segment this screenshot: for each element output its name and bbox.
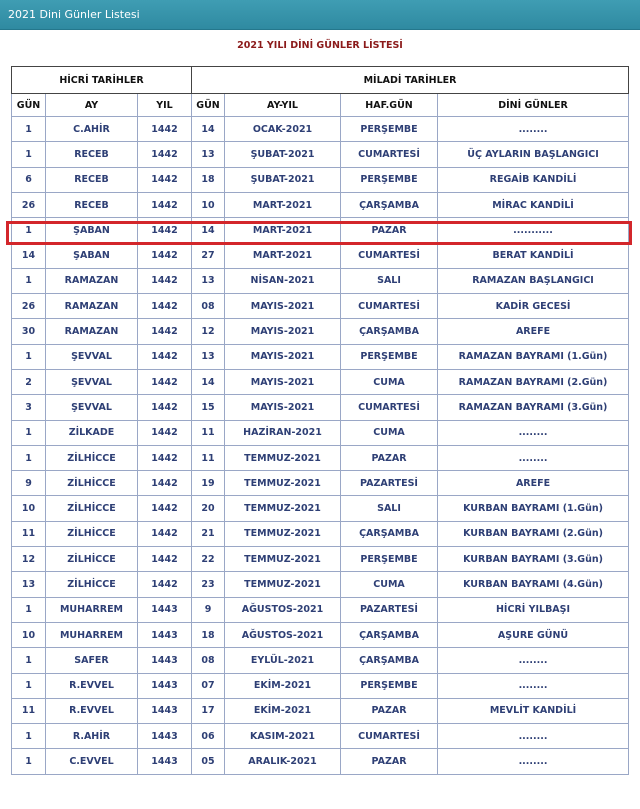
month-year-cell: TEMMUZ-2021 bbox=[225, 547, 341, 572]
gregorian-day-cell: 14 bbox=[192, 218, 225, 243]
gregorian-day-cell: 19 bbox=[192, 471, 225, 496]
month-year-cell: EKİM-2021 bbox=[225, 698, 341, 723]
weekday-cell: ÇARŞAMBA bbox=[341, 622, 438, 647]
hijri-year-cell: 1442 bbox=[138, 395, 192, 420]
hijri-year-cell: 1442 bbox=[138, 192, 192, 217]
weekday-cell: CUMARTESİ bbox=[341, 294, 438, 319]
hijri-year-cell: 1442 bbox=[138, 547, 192, 572]
hijri-dates-header: HİCRİ TARİHLER bbox=[12, 67, 192, 94]
religious-day-cell: ........ bbox=[438, 420, 629, 445]
page-title: 2021 YILI DİNİ GÜNLER LİSTESİ bbox=[237, 40, 403, 51]
religious-day-cell: ........ bbox=[438, 673, 629, 698]
month-year-cell: KASIM-2021 bbox=[225, 724, 341, 749]
hijri-day-cell: 3 bbox=[12, 395, 46, 420]
month-year-cell: MAYIS-2021 bbox=[225, 369, 341, 394]
hijri-year-cell: 1442 bbox=[138, 445, 192, 470]
month-year-cell: MART-2021 bbox=[225, 192, 341, 217]
gregorian-day-cell: 18 bbox=[192, 167, 225, 192]
hijri-year-cell: 1442 bbox=[138, 420, 192, 445]
hijri-month-cell: RAMAZAN bbox=[46, 294, 138, 319]
weekday-cell: ÇARŞAMBA bbox=[341, 192, 438, 217]
gregorian-day-cell: 18 bbox=[192, 622, 225, 647]
religious-day-cell: ........ bbox=[438, 749, 629, 774]
weekday-cell: PAZAR bbox=[341, 445, 438, 470]
hijri-day-cell: 11 bbox=[12, 698, 46, 723]
month-year-cell: MAYIS-2021 bbox=[225, 294, 341, 319]
hijri-year-cell: 1442 bbox=[138, 142, 192, 167]
hijri-year-cell: 1442 bbox=[138, 167, 192, 192]
column-header-religious-day: DİNİ GÜNLER bbox=[438, 94, 629, 117]
religious-day-cell: KADİR GECESİ bbox=[438, 294, 629, 319]
month-year-cell: AĞUSTOS-2021 bbox=[225, 597, 341, 622]
gregorian-dates-header: MİLADİ TARİHLER bbox=[192, 67, 629, 94]
hijri-month-cell: RAMAZAN bbox=[46, 319, 138, 344]
religious-day-cell: KURBAN BAYRAMI (2.Gün) bbox=[438, 521, 629, 546]
month-year-cell: TEMMUZ-2021 bbox=[225, 445, 341, 470]
month-year-cell: TEMMUZ-2021 bbox=[225, 471, 341, 496]
hijri-day-cell: 13 bbox=[12, 572, 46, 597]
month-year-cell: AĞUSTOS-2021 bbox=[225, 622, 341, 647]
religious-day-cell: KURBAN BAYRAMI (1.Gün) bbox=[438, 496, 629, 521]
hijri-day-cell: 1 bbox=[12, 268, 46, 293]
gregorian-day-cell: 14 bbox=[192, 117, 225, 142]
month-year-cell: OCAK-2021 bbox=[225, 117, 341, 142]
month-year-cell: TEMMUZ-2021 bbox=[225, 521, 341, 546]
hijri-day-cell: 1 bbox=[12, 117, 46, 142]
hijri-month-cell: R.EVVEL bbox=[46, 673, 138, 698]
table-row bbox=[12, 192, 629, 217]
table-row bbox=[12, 167, 629, 192]
hijri-month-cell: SAFER bbox=[46, 648, 138, 673]
religious-day-cell: ........ bbox=[438, 648, 629, 673]
religious-day-cell: ........... bbox=[438, 218, 629, 243]
weekday-cell: PAZAR bbox=[341, 218, 438, 243]
hijri-year-cell: 1443 bbox=[138, 622, 192, 647]
gregorian-day-cell: 11 bbox=[192, 420, 225, 445]
hijri-year-cell: 1442 bbox=[138, 117, 192, 142]
table-row bbox=[12, 648, 629, 673]
hijri-month-cell: ZİLHİCCE bbox=[46, 521, 138, 546]
weekday-cell: CUMARTESİ bbox=[341, 142, 438, 167]
column-header-gregorian-day: GÜN bbox=[192, 94, 225, 117]
hijri-day-cell: 1 bbox=[12, 648, 46, 673]
religious-day-cell: AŞURE GÜNÜ bbox=[438, 622, 629, 647]
hijri-day-cell: 1 bbox=[12, 142, 46, 167]
gregorian-day-cell: 11 bbox=[192, 445, 225, 470]
religious-day-cell: ........ bbox=[438, 724, 629, 749]
weekday-cell: CUMA bbox=[341, 369, 438, 394]
weekday-cell: CUMA bbox=[341, 420, 438, 445]
gregorian-day-cell: 17 bbox=[192, 698, 225, 723]
month-year-cell: MART-2021 bbox=[225, 243, 341, 268]
religious-day-cell: MİRAC KANDİLİ bbox=[438, 192, 629, 217]
gregorian-day-cell: 13 bbox=[192, 344, 225, 369]
hijri-day-cell: 2 bbox=[12, 369, 46, 394]
table-row bbox=[12, 547, 629, 572]
month-year-cell: EKİM-2021 bbox=[225, 673, 341, 698]
table-row bbox=[12, 117, 629, 142]
weekday-cell: PERŞEMBE bbox=[341, 673, 438, 698]
column-header-weekday: HAF.GÜN bbox=[341, 94, 438, 117]
hijri-day-cell: 1 bbox=[12, 344, 46, 369]
hijri-year-cell: 1443 bbox=[138, 673, 192, 698]
table-row bbox=[12, 369, 629, 394]
month-year-cell: MAYIS-2021 bbox=[225, 319, 341, 344]
weekday-cell: CUMARTESİ bbox=[341, 395, 438, 420]
column-header-month-year: AY-YIL bbox=[225, 94, 341, 117]
weekday-cell: CUMARTESİ bbox=[341, 724, 438, 749]
table-row bbox=[12, 471, 629, 496]
religious-day-cell: RAMAZAN BAYRAMI (3.Gün) bbox=[438, 395, 629, 420]
window-title: 2021 Dini Günler Listesi bbox=[8, 8, 140, 21]
gregorian-day-cell: 22 bbox=[192, 547, 225, 572]
hijri-year-cell: 1442 bbox=[138, 319, 192, 344]
month-year-cell: TEMMUZ-2021 bbox=[225, 572, 341, 597]
hijri-year-cell: 1442 bbox=[138, 521, 192, 546]
gregorian-day-cell: 13 bbox=[192, 268, 225, 293]
hijri-day-cell: 14 bbox=[12, 243, 46, 268]
gregorian-day-cell: 27 bbox=[192, 243, 225, 268]
weekday-cell: ÇARŞAMBA bbox=[341, 648, 438, 673]
table-row bbox=[12, 673, 629, 698]
religious-day-cell: RAMAZAN BAŞLANGICI bbox=[438, 268, 629, 293]
hijri-month-cell: C.EVVEL bbox=[46, 749, 138, 774]
gregorian-day-cell: 21 bbox=[192, 521, 225, 546]
gregorian-day-cell: 14 bbox=[192, 369, 225, 394]
table-row bbox=[12, 622, 629, 647]
gregorian-day-cell: 08 bbox=[192, 294, 225, 319]
gregorian-day-cell: 05 bbox=[192, 749, 225, 774]
hijri-year-cell: 1442 bbox=[138, 344, 192, 369]
religious-days-table bbox=[11, 66, 629, 775]
table-row bbox=[12, 344, 629, 369]
month-year-cell: ŞUBAT-2021 bbox=[225, 167, 341, 192]
hijri-month-cell: ŞEVVAL bbox=[46, 369, 138, 394]
hijri-month-cell: R.AHİR bbox=[46, 724, 138, 749]
religious-day-cell: ÜÇ AYLARIN BAŞLANGICI bbox=[438, 142, 629, 167]
window-titlebar bbox=[0, 0, 640, 30]
table-row bbox=[12, 445, 629, 470]
table-row bbox=[12, 395, 629, 420]
hijri-day-cell: 1 bbox=[12, 420, 46, 445]
hijri-month-cell: ŞABAN bbox=[46, 218, 138, 243]
hijri-month-cell: RAMAZAN bbox=[46, 268, 138, 293]
hijri-day-cell: 26 bbox=[12, 192, 46, 217]
weekday-cell: CUMA bbox=[341, 572, 438, 597]
gregorian-day-cell: 20 bbox=[192, 496, 225, 521]
hijri-month-cell: ZİLHİCCE bbox=[46, 572, 138, 597]
hijri-day-cell: 9 bbox=[12, 471, 46, 496]
religious-day-cell: HİCRİ YILBAŞI bbox=[438, 597, 629, 622]
hijri-year-cell: 1443 bbox=[138, 648, 192, 673]
gregorian-day-cell: 9 bbox=[192, 597, 225, 622]
weekday-cell: PAZAR bbox=[341, 749, 438, 774]
hijri-year-cell: 1443 bbox=[138, 724, 192, 749]
gregorian-day-cell: 12 bbox=[192, 319, 225, 344]
hijri-day-cell: 1 bbox=[12, 673, 46, 698]
month-year-cell: MART-2021 bbox=[225, 218, 341, 243]
hijri-year-cell: 1442 bbox=[138, 243, 192, 268]
table-row bbox=[12, 496, 629, 521]
religious-day-cell: KURBAN BAYRAMI (4.Gün) bbox=[438, 572, 629, 597]
religious-day-cell: ........ bbox=[438, 445, 629, 470]
month-year-cell: ARALIK-2021 bbox=[225, 749, 341, 774]
table-row bbox=[12, 698, 629, 723]
month-year-cell: TEMMUZ-2021 bbox=[225, 496, 341, 521]
hijri-year-cell: 1443 bbox=[138, 749, 192, 774]
weekday-cell: ÇARŞAMBA bbox=[341, 521, 438, 546]
table-row bbox=[12, 294, 629, 319]
month-year-cell: MAYIS-2021 bbox=[225, 395, 341, 420]
hijri-month-cell: RECEB bbox=[46, 167, 138, 192]
hijri-day-cell: 1 bbox=[12, 597, 46, 622]
hijri-year-cell: 1442 bbox=[138, 471, 192, 496]
table-row bbox=[12, 243, 629, 268]
weekday-cell: ÇARŞAMBA bbox=[341, 319, 438, 344]
month-year-cell: ŞUBAT-2021 bbox=[225, 142, 341, 167]
table-row bbox=[12, 142, 629, 167]
hijri-month-cell: ŞEVVAL bbox=[46, 395, 138, 420]
weekday-cell: PERŞEMBE bbox=[341, 117, 438, 142]
hijri-year-cell: 1442 bbox=[138, 218, 192, 243]
hijri-month-cell: MUHARREM bbox=[46, 622, 138, 647]
hijri-year-cell: 1442 bbox=[138, 268, 192, 293]
column-header-hijri-month: AY bbox=[46, 94, 138, 117]
hijri-day-cell: 1 bbox=[12, 724, 46, 749]
hijri-month-cell: ZİLHİCCE bbox=[46, 496, 138, 521]
hijri-month-cell: RECEB bbox=[46, 142, 138, 167]
gregorian-day-cell: 10 bbox=[192, 192, 225, 217]
column-header-row bbox=[12, 94, 629, 117]
hijri-month-cell: MUHARREM bbox=[46, 597, 138, 622]
hijri-day-cell: 1 bbox=[12, 445, 46, 470]
hijri-day-cell: 1 bbox=[12, 749, 46, 774]
hijri-day-cell: 10 bbox=[12, 496, 46, 521]
hijri-year-cell: 1443 bbox=[138, 597, 192, 622]
hijri-month-cell: ZİLKADE bbox=[46, 420, 138, 445]
religious-day-cell: KURBAN BAYRAMI (3.Gün) bbox=[438, 547, 629, 572]
hijri-month-cell: RECEB bbox=[46, 192, 138, 217]
table-row-highlighted bbox=[12, 218, 629, 243]
gregorian-day-cell: 23 bbox=[192, 572, 225, 597]
gregorian-day-cell: 08 bbox=[192, 648, 225, 673]
hijri-day-cell: 12 bbox=[12, 547, 46, 572]
weekday-cell: PAZARTESİ bbox=[341, 597, 438, 622]
weekday-cell: PAZAR bbox=[341, 698, 438, 723]
hijri-year-cell: 1443 bbox=[138, 698, 192, 723]
gregorian-day-cell: 15 bbox=[192, 395, 225, 420]
weekday-cell: PERŞEMBE bbox=[341, 547, 438, 572]
table-row bbox=[12, 749, 629, 774]
religious-day-cell: ........ bbox=[438, 117, 629, 142]
weekday-cell: PERŞEMBE bbox=[341, 344, 438, 369]
hijri-year-cell: 1442 bbox=[138, 572, 192, 597]
hijri-day-cell: 10 bbox=[12, 622, 46, 647]
hijri-month-cell: ZİLHİCCE bbox=[46, 445, 138, 470]
hijri-day-cell: 11 bbox=[12, 521, 46, 546]
weekday-cell: CUMARTESİ bbox=[341, 243, 438, 268]
hijri-day-cell: 6 bbox=[12, 167, 46, 192]
month-year-cell: EYLÜL-2021 bbox=[225, 648, 341, 673]
religious-day-cell: REGAİB KANDİLİ bbox=[438, 167, 629, 192]
weekday-cell: SALI bbox=[341, 496, 438, 521]
gregorian-day-cell: 06 bbox=[192, 724, 225, 749]
hijri-month-cell: ŞABAN bbox=[46, 243, 138, 268]
religious-day-cell: RAMAZAN BAYRAMI (2.Gün) bbox=[438, 369, 629, 394]
weekday-cell: SALI bbox=[341, 268, 438, 293]
table-row bbox=[12, 268, 629, 293]
weekday-cell: PERŞEMBE bbox=[341, 167, 438, 192]
table-row bbox=[12, 319, 629, 344]
hijri-day-cell: 30 bbox=[12, 319, 46, 344]
column-header-hijri-day: GÜN bbox=[12, 94, 46, 117]
table-row bbox=[12, 420, 629, 445]
religious-day-cell: MEVLİT KANDİLİ bbox=[438, 698, 629, 723]
religious-day-cell: BERAT KANDİLİ bbox=[438, 243, 629, 268]
month-year-cell: HAZİRAN-2021 bbox=[225, 420, 341, 445]
month-year-cell: MAYIS-2021 bbox=[225, 344, 341, 369]
hijri-month-cell: ŞEVVAL bbox=[46, 344, 138, 369]
month-year-cell: NİSAN-2021 bbox=[225, 268, 341, 293]
gregorian-day-cell: 13 bbox=[192, 142, 225, 167]
hijri-year-cell: 1442 bbox=[138, 369, 192, 394]
hijri-month-cell: C.AHİR bbox=[46, 117, 138, 142]
table-row bbox=[12, 597, 629, 622]
religious-day-cell: AREFE bbox=[438, 319, 629, 344]
hijri-month-cell: ZİLHİCCE bbox=[46, 547, 138, 572]
table-row bbox=[12, 521, 629, 546]
table-row bbox=[12, 724, 629, 749]
hijri-month-cell: ZİLHİCCE bbox=[46, 471, 138, 496]
hijri-year-cell: 1442 bbox=[138, 294, 192, 319]
table-row bbox=[12, 572, 629, 597]
hijri-day-cell: 1 bbox=[12, 218, 46, 243]
hijri-month-cell: R.EVVEL bbox=[46, 698, 138, 723]
gregorian-day-cell: 07 bbox=[192, 673, 225, 698]
hijri-day-cell: 26 bbox=[12, 294, 46, 319]
religious-day-cell: RAMAZAN BAYRAMI (1.Gün) bbox=[438, 344, 629, 369]
hijri-year-cell: 1442 bbox=[138, 496, 192, 521]
weekday-cell: PAZARTESİ bbox=[341, 471, 438, 496]
religious-day-cell: AREFE bbox=[438, 471, 629, 496]
column-header-hijri-year: YIL bbox=[138, 94, 192, 117]
